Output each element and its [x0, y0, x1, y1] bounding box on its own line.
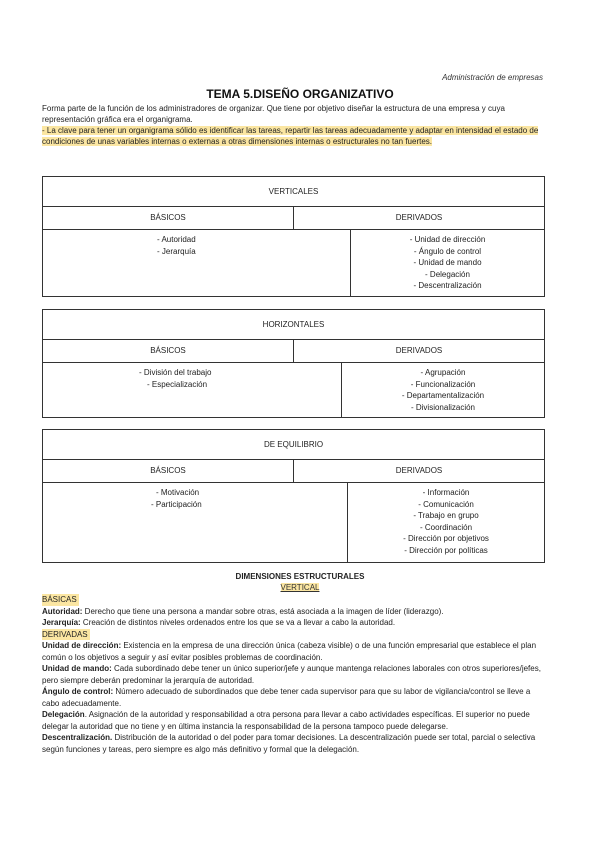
definitions: [42, 594, 542, 755]
list-item: - Trabajo en grupo: [413, 511, 479, 520]
list-item: - Funcionalización: [410, 379, 476, 389]
definition-term: Jerarquía:: [42, 618, 81, 627]
table-verticales: [42, 176, 545, 297]
definition-text: Número adecuado de subordinados que debe tener cada supervisor para que su labor de vigilancia/control se lleve a cabo adecuadamente.: [42, 687, 531, 708]
col-header-basic: BÁSICOS: [43, 340, 293, 363]
category-label-basic: BÁSICAS: [42, 595, 77, 604]
table-title: DE EQUILIBRIO: [43, 430, 544, 460]
section-subtitle: [0, 583, 600, 592]
table-equilibrio: [42, 429, 545, 563]
definition-text: Derecho que tiene una persona a mandar sobre otras, está asociada a la imagen de líder (liderazgo).: [82, 606, 444, 616]
derived-list: [350, 230, 544, 296]
derived-list: [347, 483, 544, 562]
list-item: - Unidad de dirección: [409, 235, 486, 244]
intro-highlight: - La clave para tener un organigrama sólido es identificar las tareas, repartir las tareas adecuadamente y adaptar en intensidad el estado de condiciones de unas variables internas o externas a otras dimensiones internas o estructurales no tan fuertes.: [42, 126, 539, 146]
list-item: - División del trabajo: [139, 368, 212, 377]
table-horizontales: [42, 309, 545, 418]
definition-item: [42, 732, 542, 755]
definition-text: Existencia en la empresa de una dirección única (cabeza visible) o de una función empresarial que establece el plan común o los objetivos a seguir y así evitar posibles problemas de coordinación.: [42, 641, 537, 662]
list-item: - Dirección por políticas: [404, 545, 488, 555]
definition-text: Distribución de la autoridad o del poder para tomar decisiones. La descentralización puede ser total, parcial o selectiva según funciones y tareas, pero siempre es algo más definitivo y formal que la delegación.: [42, 733, 536, 754]
basic-list: [43, 483, 347, 562]
definition-item: [42, 606, 542, 618]
table-title: VERTICALES: [43, 177, 544, 207]
col-header-derived: DERIVADOS: [293, 340, 544, 363]
derived-list: [341, 363, 544, 417]
list-item: - Especialización: [147, 379, 208, 389]
intro-paragraph: [42, 103, 557, 147]
definition-item: [42, 709, 542, 732]
list-item: - Participación: [151, 499, 202, 509]
list-item: - Motivación: [156, 488, 200, 497]
list-item: - Agrupación: [420, 368, 466, 377]
list-item: - Comunicación: [418, 499, 474, 509]
definition-item: [42, 686, 542, 709]
definition-text: Cada subordinado debe tener un único superior/jefe y aunque mantenga relaciones laborales con otros superiores/jefes, pero siempre deberán predominar la jerarquía de autoridad.: [42, 664, 541, 685]
definition-item: [42, 640, 542, 663]
basic-list: [43, 230, 350, 296]
list-item: - Coordinación: [419, 522, 473, 532]
basic-list: [43, 363, 341, 417]
col-header-basic: BÁSICOS: [43, 207, 293, 230]
list-item: - Información: [422, 488, 470, 497]
definition-item: [42, 617, 542, 629]
col-header-basic: BÁSICOS: [43, 460, 293, 483]
definition-term: Delegación: [42, 710, 85, 719]
list-item: - Dirección por objetivos: [403, 534, 489, 543]
definition-text: Creación de distintos niveles ordenados entre los que se va a llevar a cabo la autoridad.: [80, 618, 396, 627]
col-header-derived: DERIVADOS: [293, 207, 544, 230]
section-title: DIMENSIONES ESTRUCTURALES: [235, 572, 365, 581]
list-item: - Jerarquía: [157, 246, 196, 256]
col-header-derived: DERIVADOS: [293, 460, 544, 483]
list-item: - Descentralización: [413, 281, 482, 290]
list-item: - Unidad de mando: [413, 258, 482, 267]
subtitle-text: VERTICAL: [280, 583, 320, 592]
definition-term: Ángulo de control:: [42, 687, 114, 696]
definition-term: Descentralización.: [42, 733, 113, 742]
list-item: - Ángulo de control: [413, 246, 482, 256]
definition-text: . Asignación de la autoridad y responsabilidad a otra persona para llevar a cabo actividades específicas. El superior no puede delegar la autoridad que no tiene y en última instancia la responsabilidad de la persona tampoco puede delegarse.: [42, 710, 530, 731]
definition-term: Unidad de mando:: [42, 664, 112, 673]
definition-term: Autoridad:: [42, 606, 83, 616]
definition-term: Unidad de dirección:: [42, 641, 122, 650]
list-item: - Autoridad: [157, 235, 196, 244]
list-item: - Delegación: [425, 269, 470, 279]
page-title: TEMA 5.DISEÑO ORGANIZATIVO: [206, 87, 394, 101]
course-header: Administración de empresas: [442, 73, 543, 82]
list-item: - Departamentalización: [401, 391, 485, 400]
intro-text: Forma parte de la función de los administradores de organizar. Que tiene por objetivo diseñar la estructura de una empresa y cuya representación gráfica era el organigrama.: [42, 104, 505, 124]
table-title: HORIZONTALES: [43, 310, 544, 340]
definition-item: [42, 663, 542, 686]
category-label-derived: DERIVADAS: [42, 629, 88, 639]
list-item: - Divisionalización: [410, 402, 476, 412]
